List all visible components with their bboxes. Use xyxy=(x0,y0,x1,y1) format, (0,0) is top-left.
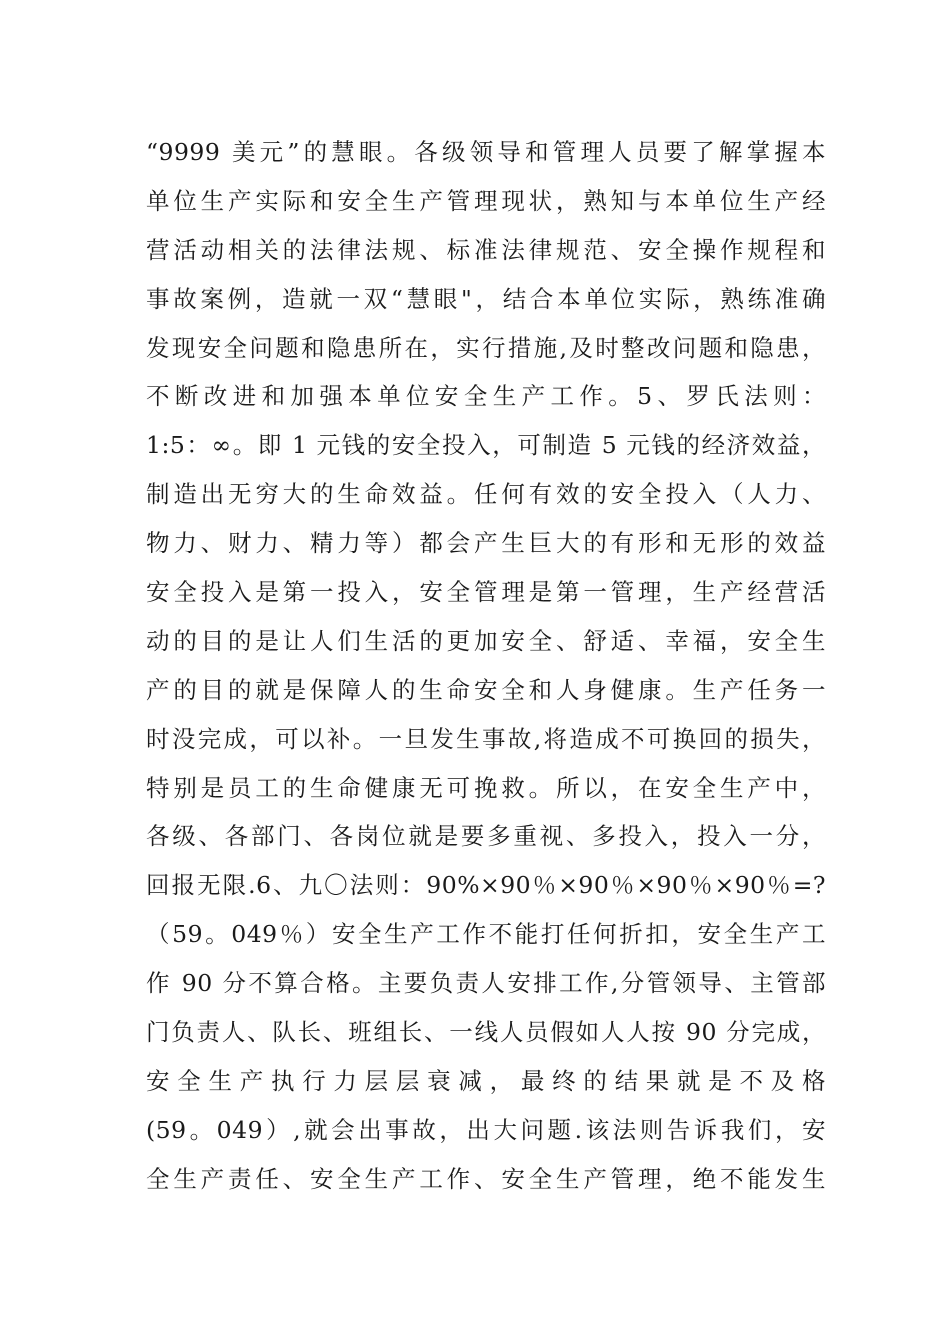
text-line: 制造出无穷大的生命效益。任何有效的安全投入（人力、 xyxy=(146,480,826,509)
body-text xyxy=(146,128,826,1204)
text-line: “9999 美元”的慧眼。各级领导和管理人员要了解掌握本 xyxy=(146,138,826,166)
text-line: 发现安全问题和隐患所在，实行措施,及时整改问题和隐患， xyxy=(146,333,826,362)
text-line: 单位生产实际和安全生产管理现状，熟知与本单位生产经 xyxy=(146,186,826,215)
text-line: 安全投入是第一投入，安全管理是第一管理，生产经营活 xyxy=(146,578,826,607)
text-line: (59。049）,就会出事故，出大问题.该法则告诉我们，安 xyxy=(146,1115,826,1144)
text-line: 物力、财力、精力等）都会产生巨大的有形和无形的效益 xyxy=(146,529,826,558)
text-line: 产的目的就是保障人的生命安全和人身健康。生产任务一 xyxy=(146,675,826,704)
text-line: 安全生产执行力层层衰减，最终的结果就是不及格 xyxy=(146,1066,826,1095)
text-line: 回报无限.6、九〇法则：90%×90％×90％×90％×90％=? xyxy=(146,871,826,900)
text-line: 全生产责任、安全生产工作、安全生产管理，绝不能发生 xyxy=(146,1164,826,1193)
text-line: 不断改进和加强本单位安全生产工作。5、罗氏法则： xyxy=(146,382,826,411)
text-line: 1:5：∞。即 1 元钱的安全投入，可制造 5 元钱的经济效益， xyxy=(146,431,826,460)
text-line: 时没完成，可以补。一旦发生事故,将造成不可换回的损失， xyxy=(146,724,826,753)
text-line: 作 90 分不算合格。主要负责人安排工作,分管领导、主管部 xyxy=(146,969,826,998)
text-line: 营活动相关的法律法规、标准法律规范、安全操作规程和 xyxy=(146,235,826,264)
text-line: 动的目的是让人们生活的更加安全、舒适、幸福，安全生 xyxy=(146,626,826,655)
text-line: 门负责人、队长、班组长、一线人员假如人人按 90 分完成， xyxy=(146,1018,826,1047)
text-line: （59。049％）安全生产工作不能打任何折扣，安全生产工 xyxy=(146,920,826,949)
text-line: 特别是员工的生命健康无可挽救。所以，在安全生产中， xyxy=(146,773,826,802)
text-line: 各级、各部门、各岗位就是要多重视、多投入，投入一分， xyxy=(146,822,826,851)
text-line: 事故案例，造就一双“慧眼"，结合本单位实际，熟练准确 xyxy=(146,284,826,313)
